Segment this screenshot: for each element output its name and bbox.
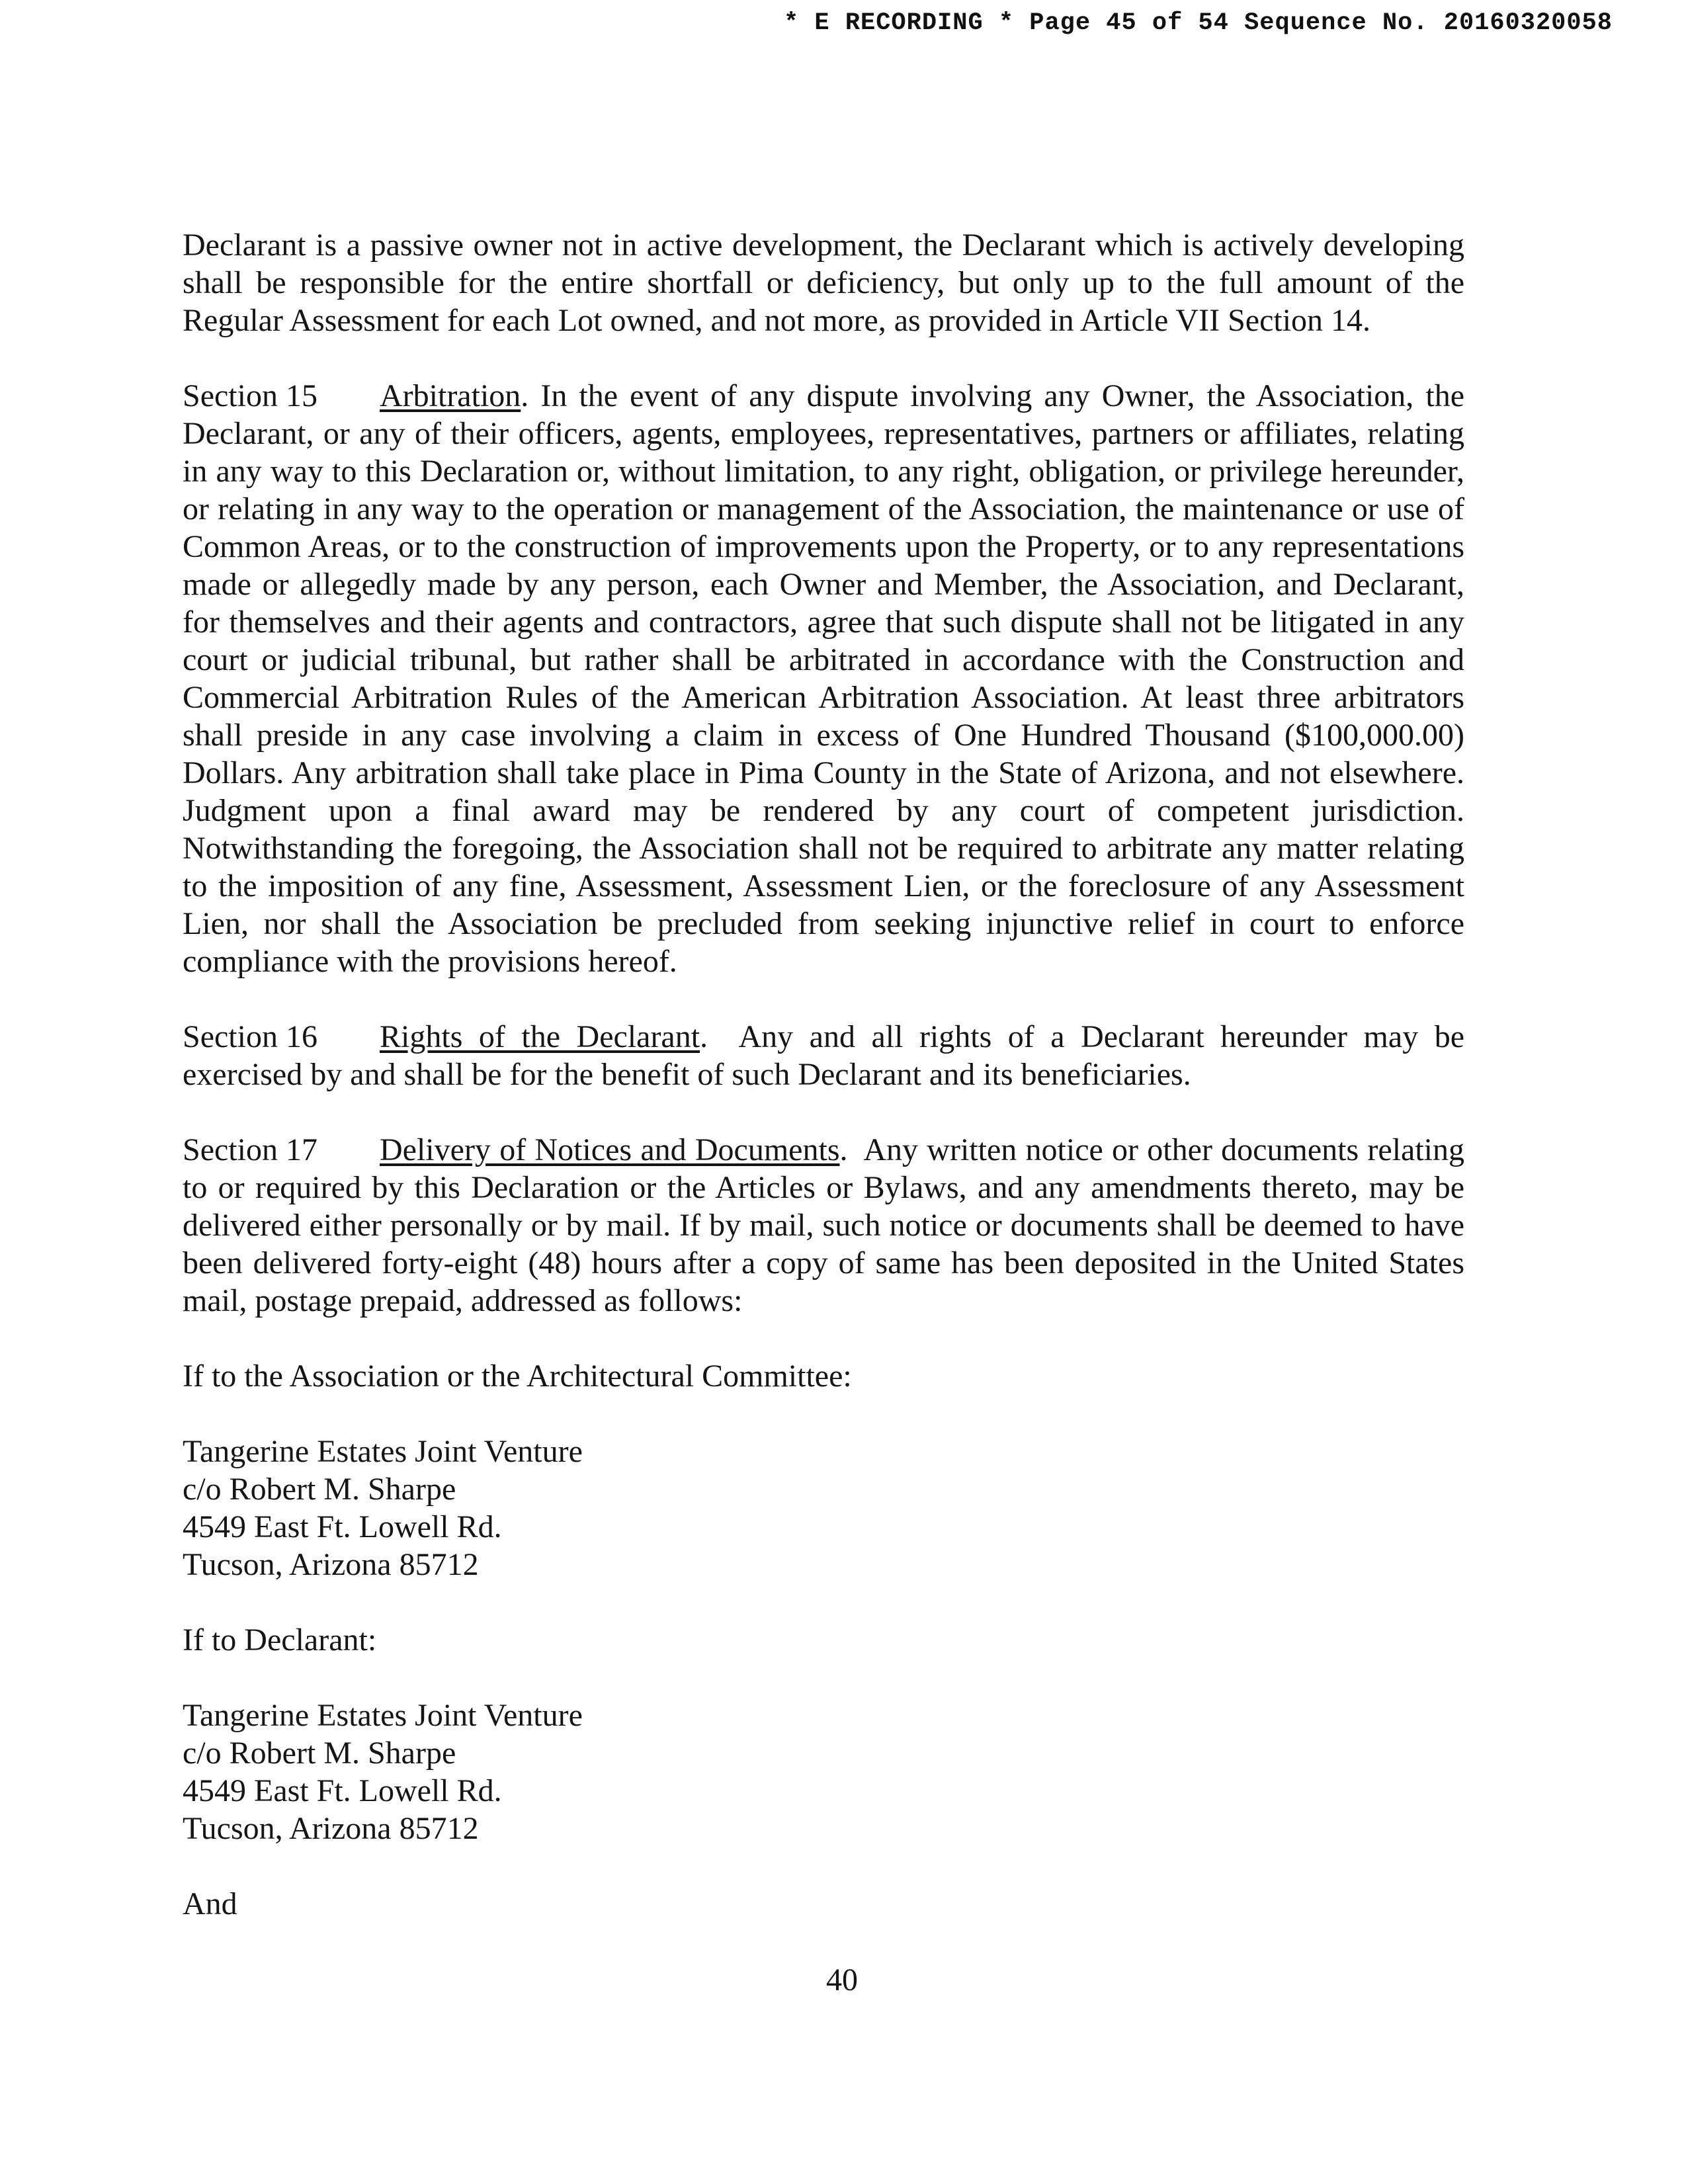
section-16-paragraph (183, 1018, 1464, 1093)
association-address (183, 1433, 1464, 1583)
section-15-text: In the event of any dispute involving any Owner, the Association, the Declarant, or any of their officers, agents, employees, representatives, partners or affiliates, relating in any way to this Declaration or, without limitation, to any right, obligation, or privilege hereunder, or relating in any way to the operation or management of the Association, the maintenance or use of Common Areas, or to the construction of improvements upon the Property, or to any representations made or allegedly made by any person, each Owner and Member, the Association, and Declarant, for themselves and their agents and contractors, agree that such dispute shall not be litigated in any court or judicial tribunal, but rather shall be arbitrated in accordance with the Construction and Commercial Arbitration Rules of the American Arbitration Association. At least three arbitrators shall preside in any case involving a claim in excess of One Hundred Thousand ($100,000.00) Dollars. Any arbitration shall take place in Pima County in the State of Arizona, and not elsewhere. Judgment upon a final award may be rendered by any court of competent jurisdiction. Notwithstanding the foregoing, the Association shall not be required to arbitrate any matter relating to the imposition of any fine, Assessment, Assessment Lien, or the foreclosure of any Assessment Lien, nor shall the Association be precluded from seeking injunctive relief in court to enforce compliance with the provisions hereof. (183, 378, 1465, 979)
declarant-address (183, 1697, 1464, 1847)
section-17-number: Section 17 (183, 1132, 317, 1167)
section-17-paragraph (183, 1131, 1464, 1320)
section-17-heading-punct: . (839, 1132, 848, 1167)
address-line: Tucson, Arizona 85712 (183, 1547, 479, 1582)
recording-stamp: * E RECORDING * Page 45 of 54 Sequence No. 20160320058 (784, 9, 1613, 37)
association-label: If to the Association or the Architectural Committee: (183, 1359, 852, 1394)
page-number: 40 (826, 1962, 858, 1997)
address-line: c/o Robert M. Sharpe (183, 1472, 456, 1507)
section-16-text: Any and all rights of a Declarant hereunder may be exercised by and shall be for the benefit of such Declarant and its beneficiaries. (183, 1019, 1465, 1092)
section-15-heading-punct: . (521, 378, 529, 413)
section-16-number: Section 16 (183, 1019, 317, 1054)
document-body (183, 226, 1464, 1960)
section-15-number: Section 15 (183, 378, 317, 413)
declarant-label: If to Declarant: (183, 1622, 377, 1658)
section-15-heading: Arbitration (380, 378, 521, 413)
address-line: c/o Robert M. Sharpe (183, 1736, 456, 1771)
address-line: Tangerine Estates Joint Venture (183, 1698, 583, 1733)
closing-word: And (183, 1886, 237, 1921)
section-17-text: Any written notice or other documents relating to or required by this Declaration or the Articles or Bylaws, and any amendments thereto, may be delivered either personally or by mail. If by mail, such notice or documents shall be deemed to have been delivered forty-eight (48) hours after a copy of same has been deposited in the United States mail, postage prepaid, addressed as follows: (183, 1132, 1464, 1318)
continuation-paragraph: Declarant is a passive owner not in active development, the Declarant which is actively developing shall be responsible for the entire shortfall or deficiency, but only up to the full amount of the Regular Assessment for each Lot owned, and not more, as provided in Article VII Section 14. (183, 228, 1464, 338)
section-17-heading: Delivery of Notices and Documents (380, 1132, 840, 1167)
address-line: Tangerine Estates Joint Venture (183, 1434, 583, 1469)
address-line: 4549 East Ft. Lowell Rd. (183, 1509, 502, 1544)
section-16-heading: Rights of the Declarant (380, 1019, 700, 1054)
address-line: Tucson, Arizona 85712 (183, 1811, 479, 1846)
section-15-paragraph (183, 377, 1464, 980)
section-16-heading-punct: . (700, 1019, 708, 1054)
address-line: 4549 East Ft. Lowell Rd. (183, 1773, 502, 1808)
